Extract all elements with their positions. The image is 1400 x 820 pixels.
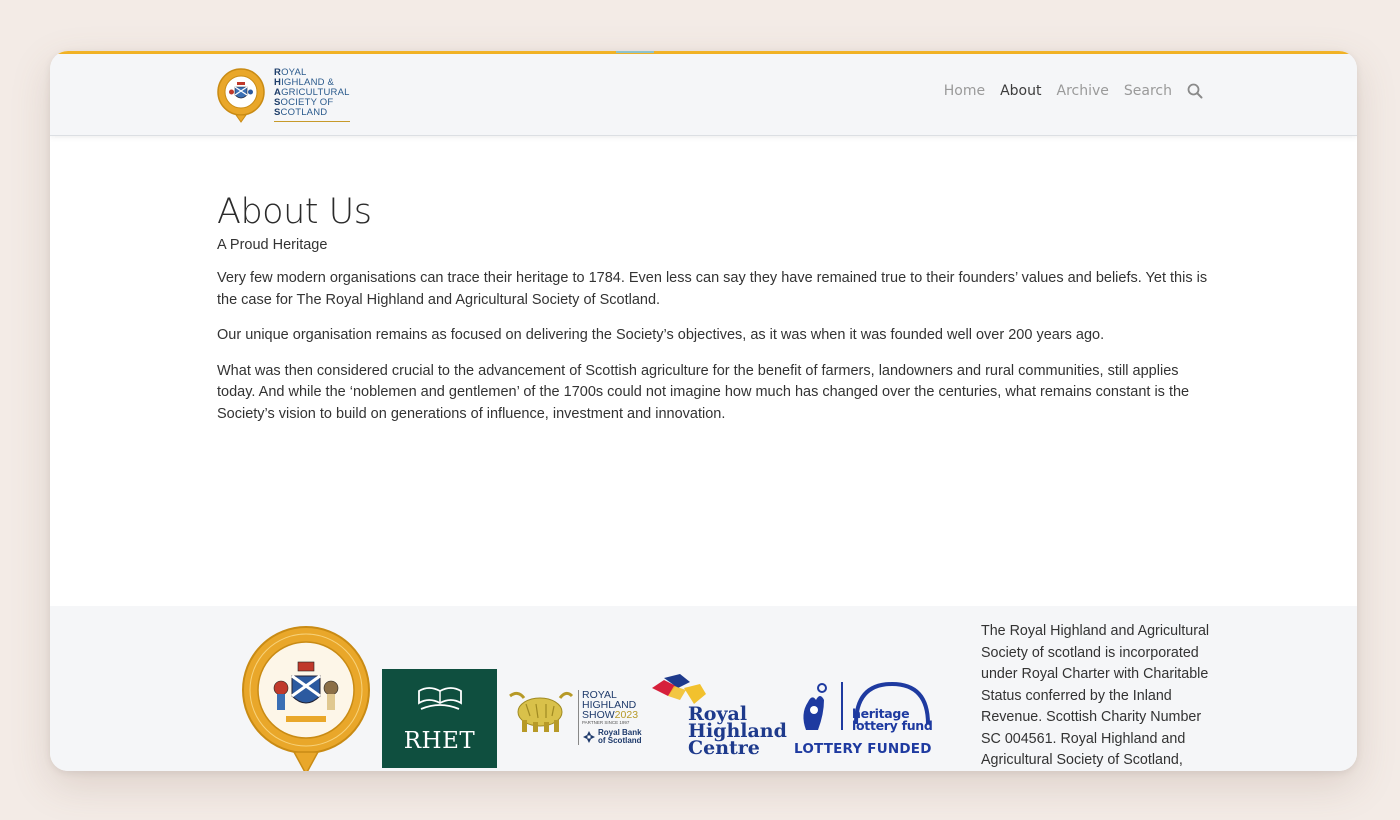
logo-line: AGRICULTURAL bbox=[274, 87, 350, 98]
body-paragraph: Very few modern organisations can trace their heritage to 1784. Even less can say they have remained true to their founders’ values and beliefs. Yet this is the case for The Royal Highland and Agricultural Society of Scotland. bbox=[217, 270, 1208, 308]
rbs-wordmark bbox=[582, 729, 642, 745]
logo-line: SCOTLAND bbox=[274, 107, 328, 118]
highland-cow-icon bbox=[506, 686, 574, 734]
show-line: SHOW bbox=[582, 709, 615, 721]
heritage-lottery-fund-logo[interactable] bbox=[794, 680, 934, 760]
partner-logos bbox=[240, 624, 940, 771]
accent-marker bbox=[616, 51, 654, 53]
rhc-wordmark bbox=[688, 703, 787, 759]
body-paragraph: What was then considered crucial to the advancement of Scottish agriculture for the benefit of farmers, landowners and rural communities, still applies today. And while the ‘noblemen and gentlemen’ of the 1700s could not imagine how much has changed over the centuries, what remains constant is the Society’s vision to build on generations of influence, investment and innovation. bbox=[217, 362, 1190, 422]
nav-archive[interactable]: Archive bbox=[1056, 83, 1109, 99]
site-footer bbox=[50, 606, 1357, 771]
hlf-line: heritage bbox=[852, 706, 910, 721]
body-paragraph: Our unique organisation remains as focused on delivering the Society’s objectives, as it was when it was founded well over 200 years ago. bbox=[217, 327, 1105, 343]
society-crest-icon[interactable] bbox=[240, 624, 372, 771]
lottery-funded-label: LOTTERY FUNDED bbox=[794, 741, 932, 757]
royal-highland-centre-logo[interactable] bbox=[650, 674, 790, 768]
rhet-logo[interactable] bbox=[382, 669, 497, 768]
crossed-fingers-icon bbox=[794, 680, 854, 732]
show-year: 2023 bbox=[614, 709, 639, 721]
site-logo[interactable] bbox=[216, 64, 356, 126]
rbs-line: of Scotland bbox=[598, 736, 642, 745]
rhc-line: Centre bbox=[688, 737, 760, 759]
logo-line: ROYAL bbox=[274, 67, 307, 78]
browser-window bbox=[50, 51, 1357, 771]
logo-line: HIGHLAND & bbox=[274, 77, 335, 88]
search-icon[interactable] bbox=[1187, 83, 1203, 99]
nav-about[interactable]: About bbox=[1000, 83, 1042, 99]
rhet-label: RHET bbox=[403, 728, 476, 754]
rhc-line: Highland bbox=[688, 720, 787, 742]
nav-search[interactable]: Search bbox=[1123, 83, 1172, 99]
page-title: About Us bbox=[217, 192, 372, 232]
rhc-line: Royal bbox=[688, 703, 748, 725]
page-subtitle: A Proud Heritage bbox=[217, 237, 328, 253]
main-nav bbox=[929, 83, 1203, 99]
rbs-line: Royal Bank bbox=[598, 728, 642, 737]
logo-wordmark bbox=[274, 68, 350, 122]
hlf-wordmark bbox=[852, 708, 933, 732]
royal-highland-show-logo[interactable] bbox=[506, 686, 646, 748]
show-line: HIGHLAND bbox=[582, 699, 637, 711]
show-partner-note: PARTNER SINCE 1997 bbox=[582, 720, 630, 725]
charity-statement: The Royal Highland and Agricultural Society of scotland is incorporated under Royal Charter with Charitable Status conferred by the Inland Revenue. Scottish Charity Number SC 004561. Royal Highland and Agricultural Society of Scotland, bbox=[981, 623, 1210, 768]
rbs-daisy-icon bbox=[582, 730, 596, 744]
site-header bbox=[50, 54, 1357, 136]
show-wordmark bbox=[578, 690, 642, 745]
nav-home[interactable]: Home bbox=[943, 83, 986, 99]
open-book-icon bbox=[415, 681, 465, 715]
hlf-line: lottery fund bbox=[852, 718, 933, 733]
show-line: ROYAL bbox=[582, 689, 617, 701]
main-content bbox=[217, 191, 1217, 425]
society-seal-icon bbox=[216, 65, 266, 125]
logo-line: SOCIETY OF bbox=[274, 97, 334, 108]
